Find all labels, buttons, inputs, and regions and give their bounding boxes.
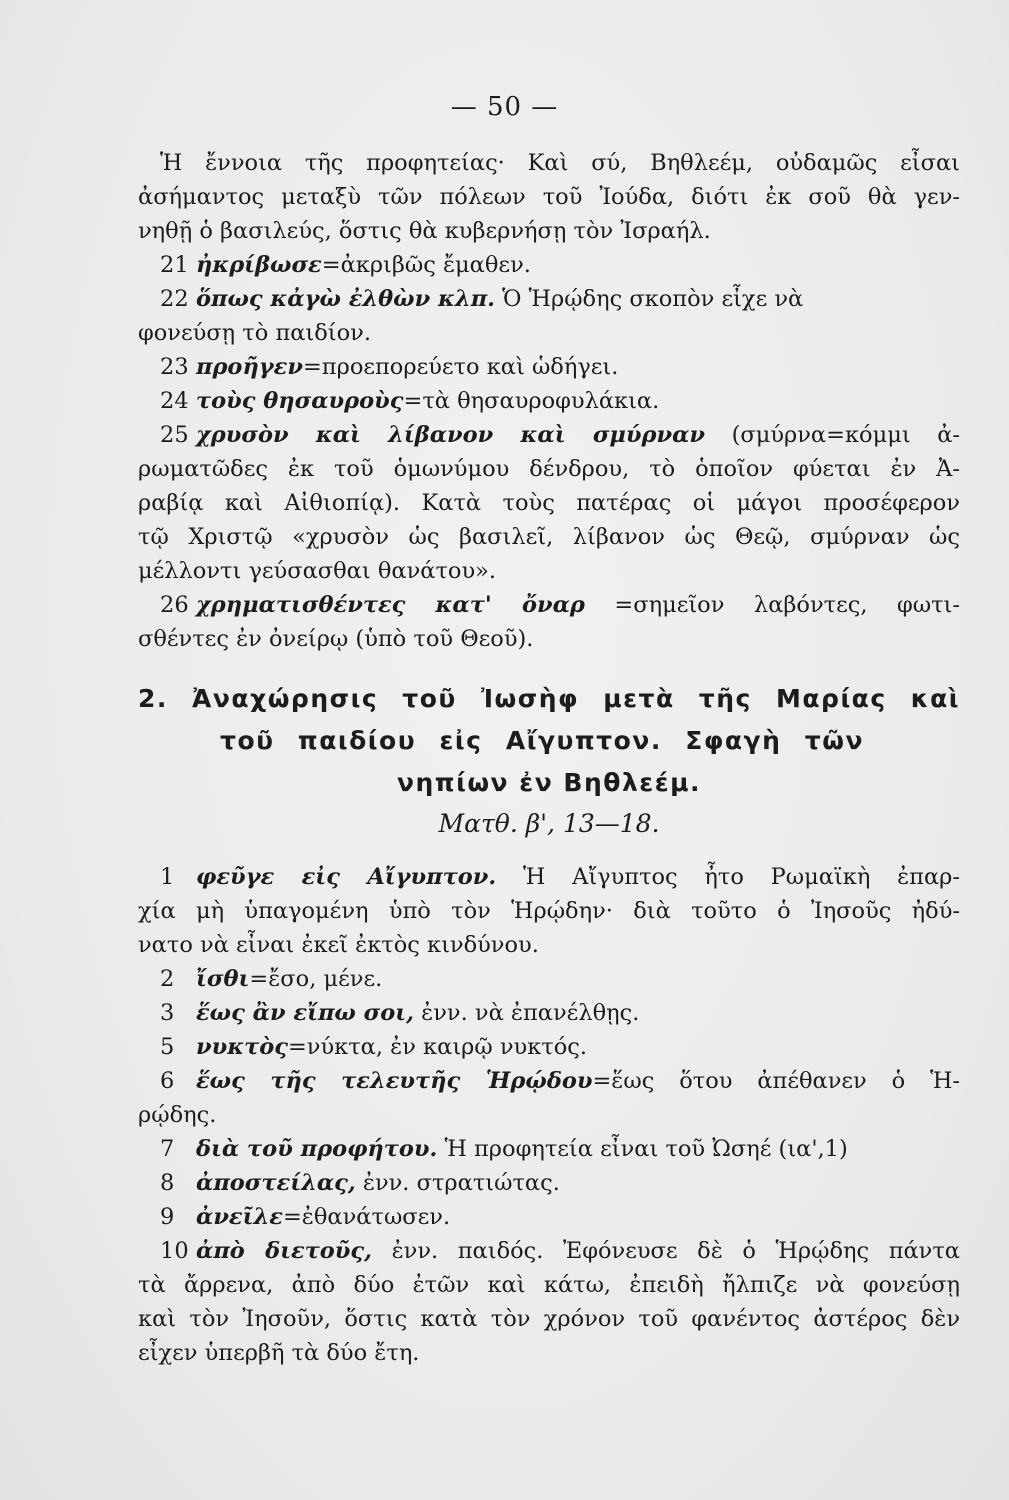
note-lemma: νυκτὸς: [196, 1034, 288, 1060]
note-number: 22: [160, 286, 189, 312]
note-gloss: Ἡ Αἴγυπτος ἦτο Ρωμαϊκὴ ἐπαρ-: [496, 864, 960, 890]
note-gloss: ἐνν. παιδός. Ἐφόνευσε δὲ ὁ Ἡρῴδης πάντα: [371, 1238, 960, 1264]
note-line: καὶ τὸν Ἰησοῦν, ὅστις κατὰ τὸν χρόνον τοῦ φανέντος ἀστέρος δὲν: [138, 1306, 960, 1332]
note-number: 24: [160, 388, 189, 414]
note-line: [138, 384, 960, 418]
note-25: [138, 418, 960, 588]
note-lemma: ἕως τῆς τελευτῆς Ἡρῴδου: [196, 1068, 593, 1094]
note-line: σθέντες ἐν ὀνείρῳ (ὑπὸ τοῦ Θεοῦ).: [138, 626, 534, 652]
note-line: φονεύσῃ τὸ παιδίον.: [138, 320, 371, 346]
note-number: 23: [160, 354, 189, 380]
scripture-reference: Ματθ. β', 13—18.: [438, 809, 660, 838]
note-lemma: ἠκρίβωσε: [196, 252, 322, 278]
note-number: 1: [160, 864, 175, 890]
note-lemma: ἴσθι: [196, 966, 250, 992]
note-lemma: διὰ τοῦ προφήτου.: [196, 1136, 438, 1162]
note-gloss: =νύκτα, ἐν καιρῷ νυκτός.: [287, 1034, 588, 1060]
note-line: [138, 1064, 960, 1098]
section-heading-line: 2. Ἀναχώρησις τοῦ Ἰωσὴφ μετὰ τῆς Μαρίας καὶ: [138, 684, 960, 713]
note-gloss: Ὁ Ἡρῴδης σκοπὸν εἶχε νὰ: [495, 286, 804, 312]
note-line: ρῴδης.: [138, 1102, 217, 1128]
note-line: [138, 588, 960, 622]
note-line: μέλλοντι γεύσασθαι θανάτου».: [138, 558, 497, 584]
note-8: [138, 1166, 960, 1200]
note-21: [138, 248, 960, 282]
note-1: [138, 860, 960, 962]
note-lemma: χρηματισθέντες κατ' ὄναρ: [196, 592, 585, 618]
note-number: 25: [160, 422, 189, 448]
note-3: [138, 996, 960, 1030]
note-6: [138, 1064, 960, 1132]
section-heading-line: τοῦ παιδίου εἰς Αἴγυπτον. Σφαγὴ τῶν: [220, 726, 864, 755]
note-gloss: ἐνν. νὰ ἐπανέλθῃς.: [414, 1000, 640, 1026]
note-gloss: =τὰ θησαυροφυλάκια.: [403, 388, 660, 414]
note-line: ραβίᾳ καὶ Αἰθιοπίᾳ). Κατὰ τοὺς πατέρας οἱ μάγοι προσέφερον: [138, 490, 960, 516]
note-gloss: =ἕως ὅτου ἀπέθανεν ὁ Ἡ-: [592, 1068, 960, 1094]
note-number: 2: [160, 966, 175, 992]
note-number: 6: [160, 1068, 175, 1094]
note-line: [138, 1200, 960, 1234]
intro-paragraph: [138, 146, 960, 248]
note-line: [138, 350, 960, 384]
note-gloss: Ἡ προφητεία εἶναι τοῦ Ὠσηέ (ια',1): [437, 1136, 848, 1162]
note-lemma: προῆγεν: [196, 354, 303, 380]
note-lemma: φεῦγε εἰς Αἴγυπτον.: [196, 864, 497, 890]
note-lemma: χρυσὸν καὶ λίβανον καὶ σμύρναν: [196, 422, 706, 448]
note-line: [138, 1234, 960, 1268]
note-gloss: =ἔσο, μένε.: [249, 966, 383, 992]
note-line: [138, 1166, 960, 1200]
intro-line: Ἡ ἔννοια τῆς προφητείας· Καὶ σύ, Βηθλεέμ, οὐδαμῶς εἶσαι: [160, 150, 960, 176]
note-line: [138, 996, 960, 1030]
note-24: [138, 384, 960, 418]
note-gloss: =ἀκριβῶς ἔμαθεν.: [321, 252, 531, 278]
note-number: 3: [160, 1000, 175, 1026]
note-number: 7: [160, 1136, 175, 1162]
note-line: [138, 418, 960, 452]
note-line: ρωματῶδες ἐκ τοῦ ὁμωνύμου δένδρου, τὸ ὁποῖον φύεται ἐν Ἀ-: [138, 456, 960, 482]
note-gloss: =προεπορεύετο καὶ ὡδήγει.: [302, 354, 619, 380]
note-22: [138, 282, 960, 350]
note-lemma: ἀνεῖλε: [196, 1204, 283, 1230]
note-26: [138, 588, 960, 656]
note-23: [138, 350, 960, 384]
note-gloss: =σημεῖον λαβόντες, φωτι-: [584, 592, 960, 618]
note-line: χία μὴ ὑπαγομένη ὑπὸ τὸν Ἡρῴδην· διὰ τοῦτο ὁ Ἰησοῦς ἠδύ-: [138, 898, 960, 924]
note-line: [138, 1132, 960, 1166]
note-gloss: =ἐθανάτωσεν.: [282, 1204, 451, 1230]
section-heading: [138, 678, 960, 804]
note-lemma: ὅπως κἀγὼ ἐλθὼν κλπ.: [196, 286, 495, 312]
note-gloss: (σμύρνα=κόμμι ἀ-: [705, 422, 960, 448]
note-line: [138, 1030, 960, 1064]
note-line: [138, 860, 960, 894]
intro-line: ἀσήμαντος μεταξὺ τῶν πόλεων τοῦ Ἰούδα, διότι ἐκ σοῦ θὰ γεν-: [138, 184, 960, 210]
note-5: [138, 1030, 960, 1064]
note-line: εἶχεν ὑπερβῆ τὰ δύο ἔτη.: [138, 1340, 420, 1366]
note-line: [138, 248, 960, 282]
note-9: [138, 1200, 960, 1234]
note-number: 9: [160, 1204, 175, 1230]
note-line: τὰ ἄρρενα, ἀπὸ δύο ἐτῶν καὶ κάτω, ἐπειδὴ ἤλπιζε νὰ φονεύσῃ: [138, 1272, 960, 1298]
note-number: 5: [160, 1034, 175, 1060]
note-line: [138, 962, 960, 996]
note-line: τῷ Χριστῷ «χρυσὸν ὡς βασιλεῖ, λίβανον ὡς Θεῷ, σμύρναν ὡς: [138, 524, 960, 550]
note-lemma: ἕως ἂν εἴπω σοι,: [196, 1000, 415, 1026]
section-heading-line: νηπίων ἐν Βηθλεέμ.: [396, 768, 702, 797]
note-lemma: ἀποστείλας,: [196, 1170, 356, 1196]
note-7: [138, 1132, 960, 1166]
note-line: νατο νὰ εἶναι ἐκεῖ ἐκτὸς κινδύνου.: [138, 932, 539, 958]
note-10: [138, 1234, 960, 1370]
page-number: — 50 —: [450, 92, 559, 122]
note-number: 10: [160, 1238, 189, 1264]
intro-line: νηθῇ ὁ βασιλεύς, ὅστις θὰ κυβερνήσῃ τὸν Ἰσραήλ.: [138, 218, 711, 244]
note-number: 21: [160, 252, 189, 278]
note-number: 8: [160, 1170, 175, 1196]
note-line: [138, 282, 960, 316]
note-number: 26: [160, 592, 189, 618]
note-lemma: ἀπὸ διετοῦς,: [196, 1238, 372, 1264]
note-2: [138, 962, 960, 996]
note-lemma: τοὺς θησαυροὺς: [196, 388, 404, 414]
page-body: [138, 146, 960, 1370]
note-gloss: ἐνν. στρατιώτας.: [355, 1170, 560, 1196]
